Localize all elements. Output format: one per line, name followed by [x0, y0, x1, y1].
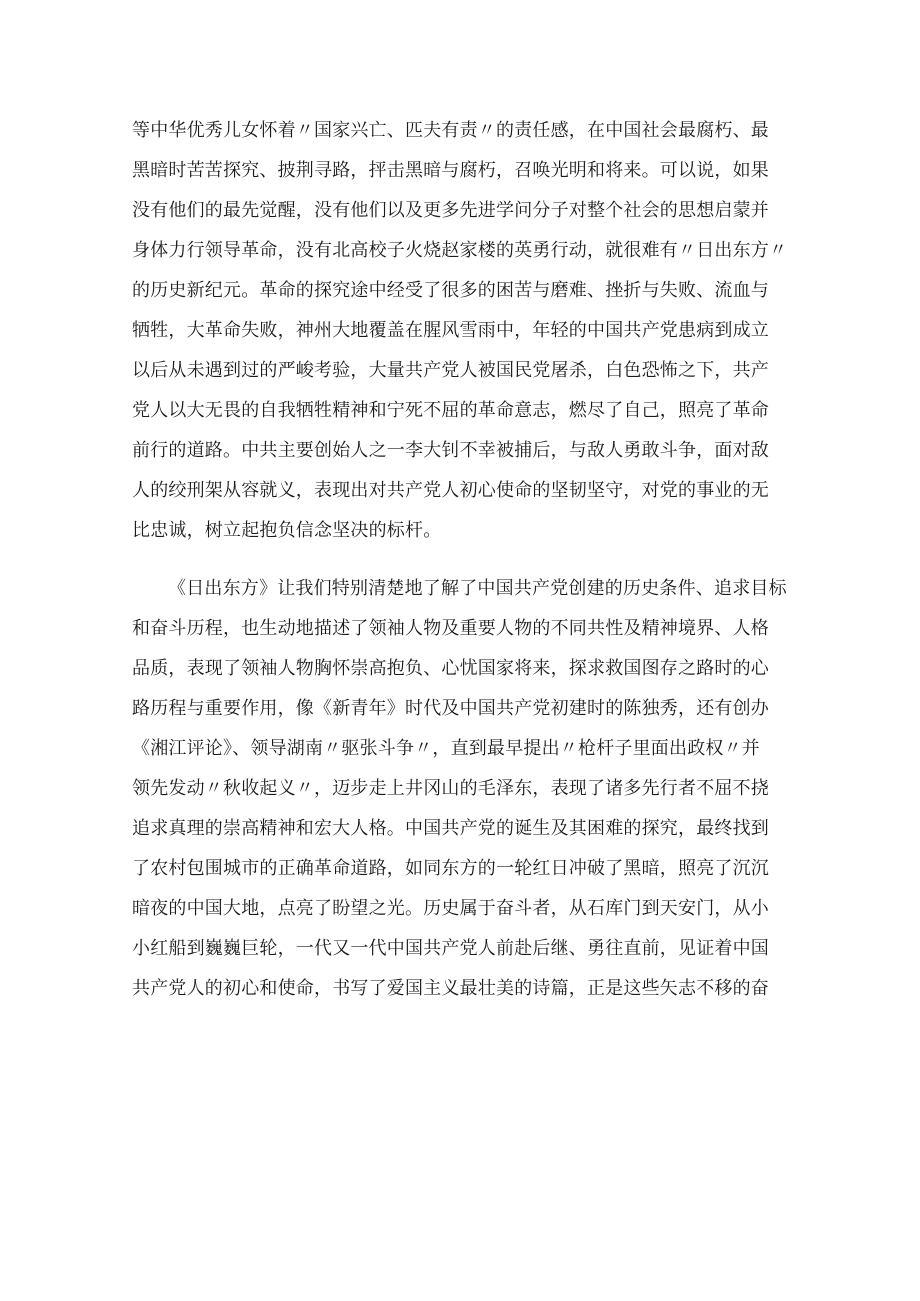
text-line: 身体力行领导革命，没有北高校子火烧赵家楼的英勇行动，就很难有〃日出东方〃: [132, 240, 788, 261]
paragraph-2: [132, 569, 796, 1009]
document-body: [132, 111, 796, 1009]
paragraph-1: [132, 111, 796, 551]
text-line: 前行的道路。中共主要创始人之一李大钊不幸被捕后，与敌人勇敢斗争，面对敌: [132, 440, 769, 461]
text-line: 等中华优秀儿女怀着〃国家兴亡、匹夫有责〃的责任感，在中国社会最腐朽、最: [132, 120, 769, 141]
text-line: 比忠诚，树立起抱负信念坚决的标杆。: [132, 520, 442, 541]
text-line: 没有他们的最先觉醒，没有他们以及更多先进学问分子对整个社会的思想启蒙并: [132, 200, 769, 221]
text-line: 的历史新纪元。革命的探究途中经受了很多的困苦与磨难、挫折与失败、流血与: [132, 280, 769, 301]
text-line: 暗夜的中国大地，点亮了盼望之光。历史属于奋斗者，从石库门到天安门，从小: [132, 898, 769, 919]
text-line-first: 《日出东方》让我们特别清楚地了解了中国共产党创建的历史条件、追求目标: [168, 578, 787, 599]
text-line: 了农村包围城市的正确革命道路，如同东方的一轮红日冲破了黑暗，照亮了沉沉: [132, 858, 769, 879]
text-line: 人的绞刑架从容就义，表现出对共产党人初心使命的坚韧坚守，对党的事业的无: [132, 480, 769, 501]
text-line: 以后从未遇到过的严峻考验，大量共产党人被国民党屠杀，白色恐怖之下，共产: [132, 360, 769, 381]
text-line: 小红船到巍巍巨轮，一代又一代中国共产党人前赴后继、勇往直前，见证着中国: [132, 938, 769, 959]
paragraph-spacer: [132, 551, 796, 569]
text-line: 黑暗时苦苦探究、披荆寻路，抨击黑暗与腐朽，召唤光明和将来。可以说，如果: [132, 160, 769, 181]
text-line: 党人以大无畏的自我牺牲精神和宁死不屈的革命意志，燃尽了自己，照亮了革命: [132, 400, 769, 421]
text-line: 牺牲，大革命失败，神州大地覆盖在腥风雪雨中，年轻的中国共产党患病到成立: [132, 320, 769, 341]
text-line: 品质，表现了领袖人物胸怀崇高抱负、心忧国家将来，探求救国图存之路时的心: [132, 658, 769, 679]
text-line: 《湘江评论》、领导湖南〃驱张斗争〃，直到最早提出〃枪杆子里面出政权〃并: [132, 738, 760, 759]
text-line: 领先发动〃秋收起义〃，迈步走上井冈山的毛泽东，表现了诸多先行者不屈不挠: [132, 778, 769, 799]
text-line: 共产党人的初心和使命，书写了爱国主义最壮美的诗篇，正是这些矢志不移的奋: [132, 978, 769, 999]
text-line: 路历程与重要作用，像《新青年》时代及中国共产党初建时的陈独秀，还有创办: [132, 698, 769, 719]
text-line: 追求真理的崇高精神和宏大人格。中国共产党的诞生及其困难的探究，最终找到: [132, 818, 769, 839]
text-line: 和奋斗历程，也生动地描述了领袖人物及重要人物的不同共性及精神境界、人格: [132, 618, 769, 639]
